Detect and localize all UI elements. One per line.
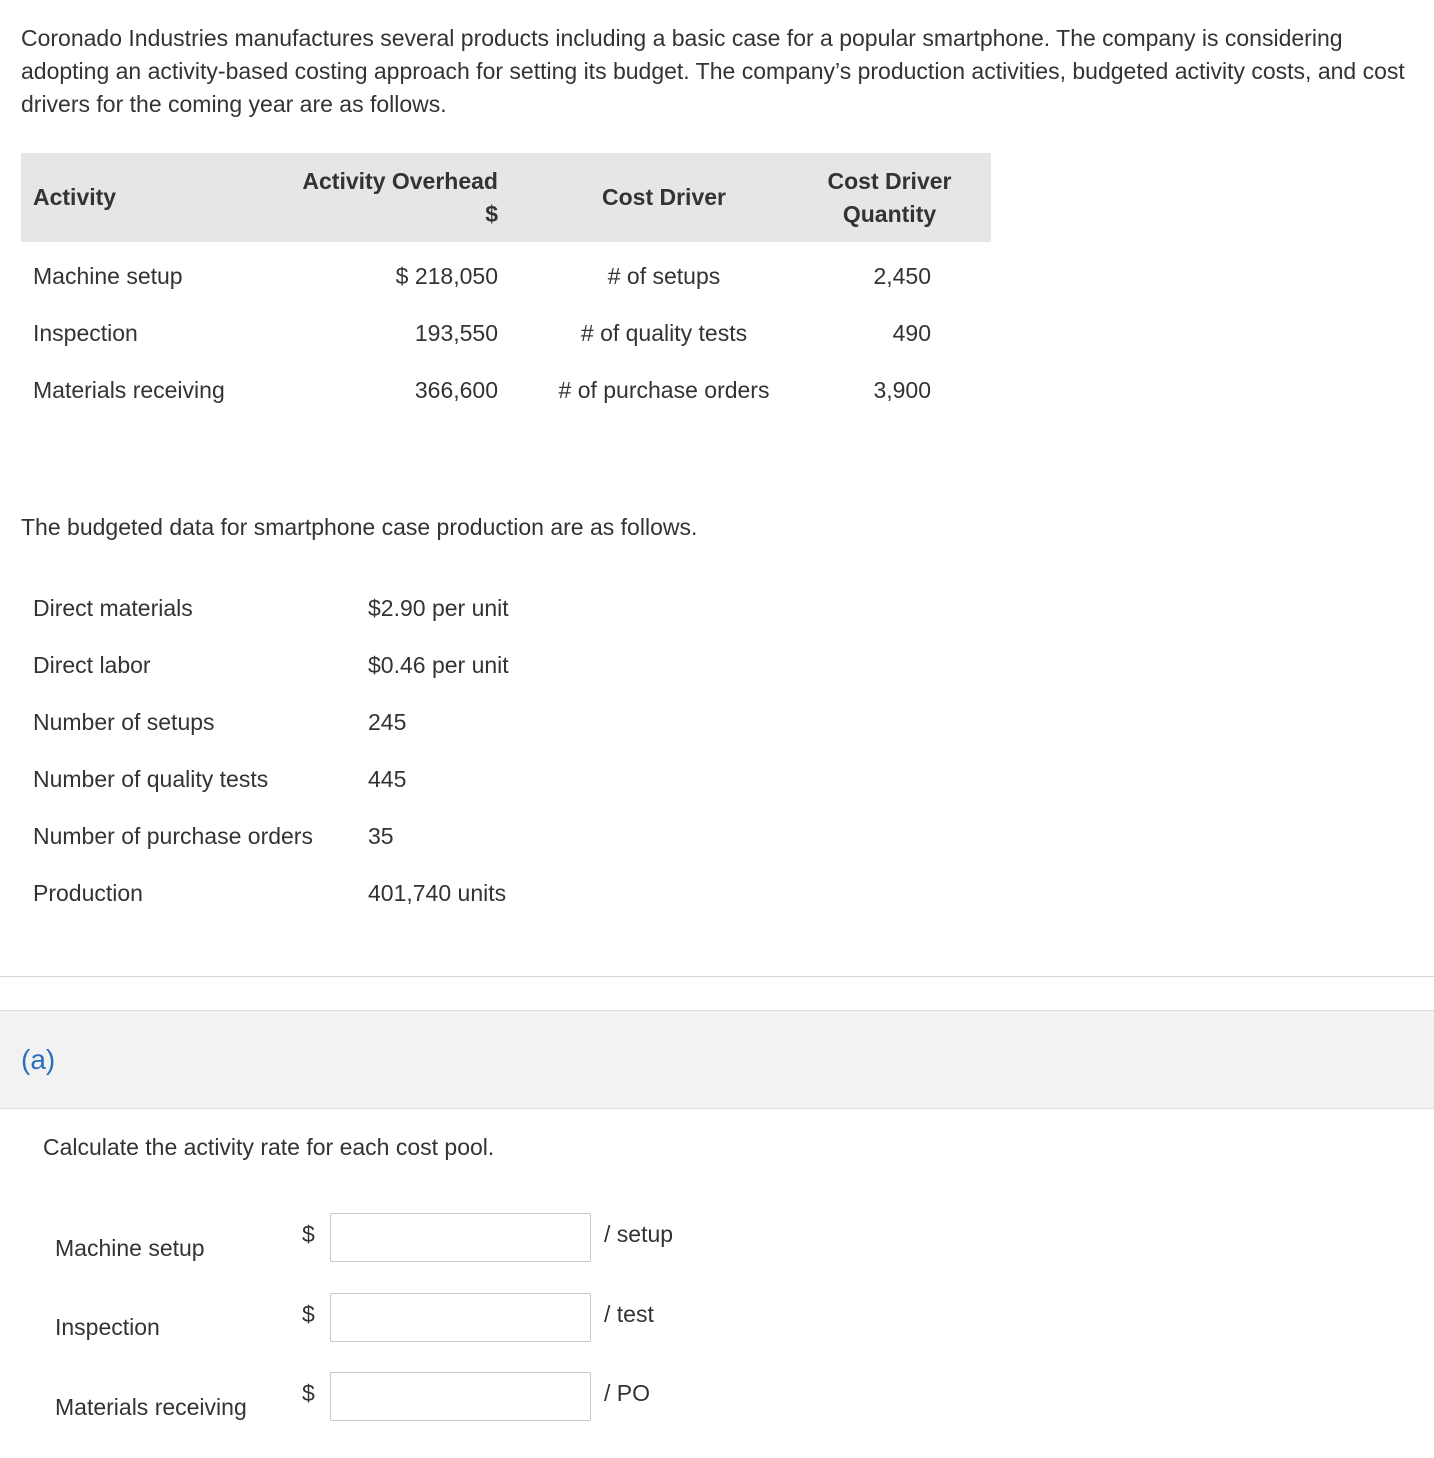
answer-row-materials-receiving xyxy=(0,1372,1434,1432)
cell-overhead: $ 218,050 xyxy=(395,263,498,289)
cell-driver: # of purchase orders xyxy=(558,377,770,403)
cell-overhead: 366,600 xyxy=(414,377,498,403)
cell-quantity: 3,900 xyxy=(873,377,931,403)
materials-receiving-rate-input[interactable] xyxy=(330,1372,591,1421)
list-item xyxy=(33,751,509,808)
budget-label: Number of quality tests xyxy=(33,766,269,792)
budget-label: Direct materials xyxy=(33,595,193,621)
cell-quantity: 490 xyxy=(892,320,931,346)
table-row xyxy=(21,362,991,419)
budget-intro: The budgeted data for smartphone case production are as follows. xyxy=(21,514,698,540)
cell-activity: Machine setup xyxy=(33,263,183,289)
machine-setup-rate-input[interactable] xyxy=(330,1213,591,1262)
budget-label: Number of purchase orders xyxy=(33,823,313,849)
section-divider xyxy=(0,976,1434,977)
list-item xyxy=(33,580,509,637)
table-row xyxy=(21,242,991,305)
budget-value: 35 xyxy=(368,823,394,849)
cell-driver: # of setups xyxy=(607,263,721,289)
problem-intro: Coronado Industries manufactures several products including a basic case for a popular smartphone. The company is considering adopting an activity-based costing approach for setting its budget. The company’s production activities, budgeted activity costs, and cost drivers for the coming year are as follows. xyxy=(21,25,1405,117)
header-cost-driver: Cost Driver xyxy=(602,184,726,210)
currency-symbol: $ xyxy=(302,1301,315,1327)
budget-value: 445 xyxy=(368,766,407,792)
header-driver-quantity xyxy=(800,153,991,242)
budget-value: 245 xyxy=(368,709,407,735)
part-label: (a) xyxy=(21,1044,56,1075)
cell-activity: Inspection xyxy=(33,320,138,346)
inspection-rate-input[interactable] xyxy=(330,1293,591,1342)
currency-symbol: $ xyxy=(302,1221,315,1247)
header-quantity-line1: Cost Driver xyxy=(827,167,952,194)
answer-label: Machine setup xyxy=(55,1235,205,1261)
answer-row-machine-setup xyxy=(0,1213,1434,1273)
budget-value: $2.90 per unit xyxy=(368,595,509,621)
unit-label: / test xyxy=(604,1301,654,1327)
list-item xyxy=(33,865,509,922)
header-activity: Activity xyxy=(33,184,117,210)
activity-cost-table xyxy=(21,153,991,419)
table-row xyxy=(21,305,991,362)
cell-overhead: 193,550 xyxy=(414,320,498,346)
answer-row-inspection xyxy=(0,1293,1434,1353)
header-overhead: Activity Overhead $ xyxy=(302,167,498,227)
budget-data-list xyxy=(33,580,509,922)
list-item xyxy=(33,694,509,751)
table-header-row xyxy=(21,153,991,242)
unit-label: / PO xyxy=(604,1380,651,1406)
budget-value: $0.46 per unit xyxy=(368,652,509,678)
part-header xyxy=(0,1010,1434,1109)
budget-label: Direct labor xyxy=(33,652,151,678)
answer-label: Inspection xyxy=(55,1314,160,1340)
cell-driver: # of quality tests xyxy=(580,320,748,346)
answer-label: Materials receiving xyxy=(55,1394,247,1420)
unit-label: / setup xyxy=(604,1221,674,1247)
list-item xyxy=(33,637,509,694)
budget-label: Number of setups xyxy=(33,709,215,735)
currency-symbol: $ xyxy=(302,1380,315,1406)
budget-value: 401,740 units xyxy=(368,880,507,906)
question-text: Calculate the activity rate for each cost pool. xyxy=(43,1134,495,1160)
list-item xyxy=(33,808,509,865)
header-quantity-line2: Quantity xyxy=(842,200,937,227)
budget-label: Production xyxy=(33,880,143,906)
cell-quantity: 2,450 xyxy=(873,263,931,289)
cell-activity: Materials receiving xyxy=(33,377,225,403)
